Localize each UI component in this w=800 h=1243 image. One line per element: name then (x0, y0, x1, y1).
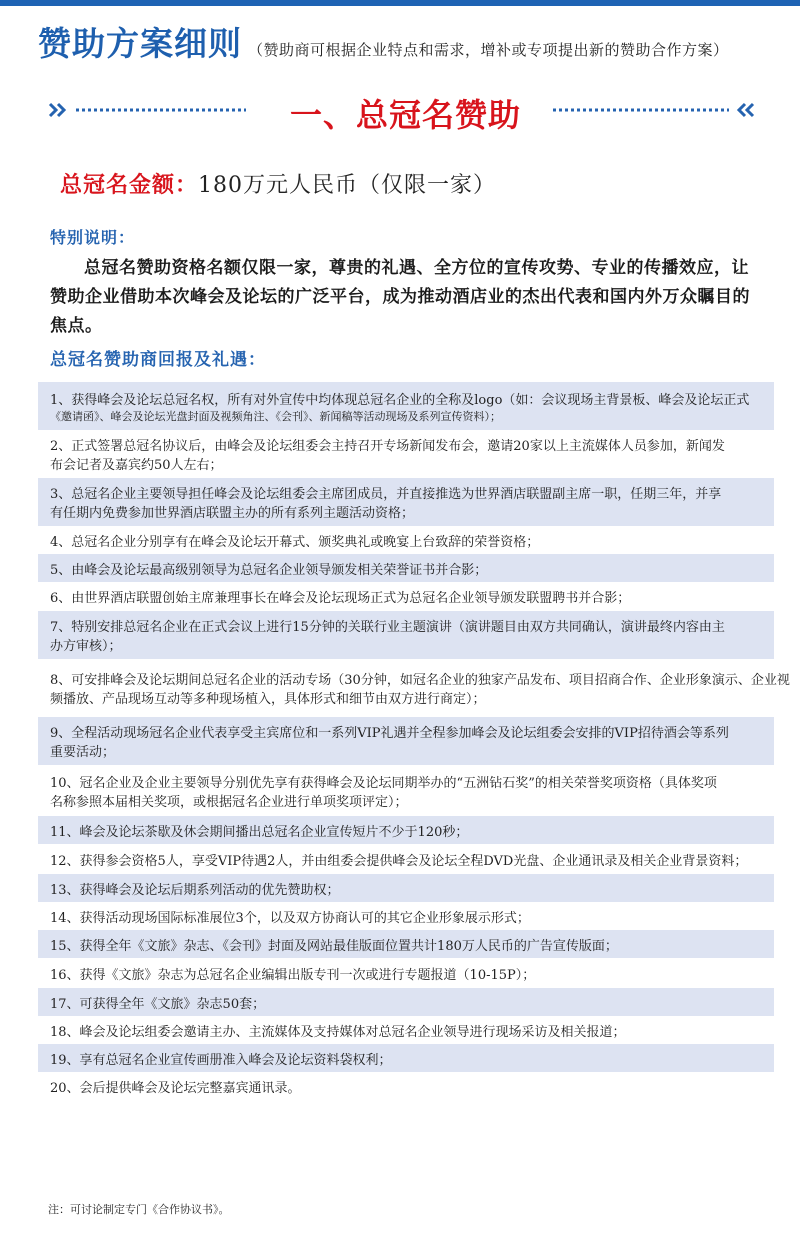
benefit-item-text: 布会记者及嘉宾约50人左右； (50, 458, 223, 473)
benefit-item (38, 1072, 774, 1100)
benefit-item-text: 5、由峰会及论坛最高级别领导为总冠名企业领导颁发相关荣誉证书并合影； (50, 562, 488, 578)
benefit-item-text: 名称参照本届相关奖项，或根据冠名企业进行单项奖项评定）； (50, 794, 408, 810)
benefit-item-text: 4、总冠名企业分别享有在峰会及论坛开幕式、颁奖典礼或晚宴上台致辞的荣誉资格； (50, 534, 540, 550)
benefit-item-text: 9、全程活动现场冠名企业代表享受主宾席位和一系列VIP礼遇并全程参加峰会及论坛组委会安排的VIP招待酒会等系列 (50, 726, 729, 741)
benefit-item-text: 7、特别安排总冠名企业在正式会议上进行15分钟的关联行业主题演讲（演讲题目由双方共同确认，演讲最终内容由主 (50, 620, 725, 635)
benefit-item-text: 有任期内免费参加世界酒店联盟主办的所有系列主题活动资格； (50, 506, 415, 521)
benefit-item-text: 13、获得峰会及论坛后期系列活动的优先赞助权； (50, 882, 340, 898)
top-accent-bar (0, 0, 800, 6)
page-subtitle: （赞助商可根据企业特点和需求，增补或专项提出新的赞助合作方案） (248, 41, 729, 59)
benefit-item-text: 1、获得峰会及论坛总冠名权，所有对外宣传中均体现总冠名企业的全称及logo（如：会议现场主背景板、峰会及论坛正式 (50, 392, 750, 408)
benefit-item-text: 15、获得全年《文旅》杂志、《会刊》封面及网站最佳版面位置共计180万人民币的广告宣传版面； (50, 938, 618, 954)
benefit-item-text: 《邀请函》、峰会及论坛光盘封面及视频角注、《会刊》、新闻稿等活动现场及系列宣传资料）； (50, 409, 501, 423)
chevrons-right-icon (48, 102, 70, 118)
amount-value: 180万元人民币（仅限一家） (198, 173, 497, 198)
benefit-item (38, 717, 774, 765)
benefit-item (38, 765, 774, 816)
benefit-item (38, 988, 774, 1016)
amount-label: 总冠名金额： (60, 173, 199, 198)
benefit-item-text: 8、可安排峰会及论坛期间总冠名企业的活动专场（30分钟，如冠名企业的独家产品发布、项目招商合作、企业形象演示、企业视 (50, 673, 790, 688)
benefit-item-text: 频播放、产品现场互动等多种现场植入，具体形式和细节由双方进行商定）； (50, 692, 486, 707)
benefit-item-text: 10、冠名企业及企业主要领导分别优先享有获得峰会及论坛同期举办的“五洲钻石奖”的相关荣誉奖项资格（具体奖项 (50, 775, 717, 791)
page-title: 赞助方案细则 (38, 24, 242, 63)
benefit-item (38, 526, 774, 554)
benefit-item (38, 430, 774, 478)
sponsorship-amount (60, 168, 496, 199)
benefit-item (38, 554, 774, 582)
dotted-divider-left (76, 108, 246, 112)
benefit-item-text: 2、正式签署总冠名协议后，由峰会及论坛组委会主持召开专场新闻发布会，邀请20家以上主流媒体人员参加，新闻发 (50, 439, 725, 454)
benefit-item-text: 16、获得《文旅》杂志为总冠名企业编辑出版专刊一次或进行专题报道（10-15P）； (50, 967, 536, 983)
benefit-item (38, 902, 774, 930)
dotted-divider-right (553, 108, 729, 112)
page-header (38, 18, 729, 65)
benefit-item-text: 6、由世界酒店联盟创始主席兼理事长在峰会及论坛现场正式为总冠名企业领导颁发联盟聘书并合影； (50, 591, 631, 606)
benefit-item (38, 1044, 774, 1072)
benefit-item-text: 20、会后提供峰会及论坛完整嘉宾通讯录。 (50, 1080, 301, 1096)
section-header (0, 88, 800, 132)
benefit-item (38, 930, 774, 958)
benefit-item (38, 1016, 774, 1044)
benefit-item-text: 11、峰会及论坛茶歇及休会期间播出总冠名企业宣传短片不少于120秒； (50, 824, 469, 840)
benefit-item (38, 659, 790, 717)
chevrons-left-icon (733, 102, 755, 118)
benefit-item (38, 958, 774, 988)
benefit-item (38, 816, 774, 844)
benefit-item-text: 18、峰会及论坛组委会邀请主办、主流媒体及支持媒体对总冠名企业领导进行现场采访及相关报道； (50, 1024, 626, 1040)
benefit-item (38, 582, 774, 611)
benefit-item-text: 17、可获得全年《文旅》杂志50套； (50, 996, 266, 1012)
benefit-item (38, 478, 774, 526)
benefit-item-text: 14、获得活动现场国际标准展位3个，以及双方协商认可的其它企业形象展示形式； (50, 910, 530, 926)
section-title: 一、总冠名赞助 (290, 96, 522, 134)
benefit-item-text: 重要活动； (50, 745, 116, 760)
benefit-item (38, 874, 774, 902)
benefits-heading: 总冠名赞助商回报及礼遇： (50, 350, 266, 370)
benefit-item-text: 12、获得参会资格5人，享受VIP待遇2人，并由组委会提供峰会及论坛全程DVD光盘、企业通讯录及相关企业背景资料； (50, 853, 748, 869)
benefit-item-text: 3、总冠名企业主要领导担任峰会及论坛组委会主席团成员，并直接推选为世界酒店联盟副主席一职，任期三年，并享 (50, 487, 722, 502)
benefit-item-text: 19、享有总冠名企业宣传画册准入峰会及论坛资料袋权利； (50, 1052, 392, 1068)
benefit-item-text: 办方审核）； (50, 639, 122, 654)
benefits-list (38, 382, 790, 1100)
special-note-body: 总冠名赞助资格名额仅限一家，尊贵的礼遇、全方位的宣传攻势、专业的传播效应，让赞助企业借助本次峰会及论坛的广泛平台，成为推动酒店业的杰出代表和国内外万众瞩目的焦点。 (50, 258, 750, 336)
special-note-heading: 特别说明： (50, 228, 136, 247)
benefit-item (38, 844, 774, 874)
benefit-item (38, 382, 774, 430)
footnote: 注：可讨论制定专门《合作协议书》。 (48, 1203, 230, 1216)
benefit-item (38, 611, 774, 659)
